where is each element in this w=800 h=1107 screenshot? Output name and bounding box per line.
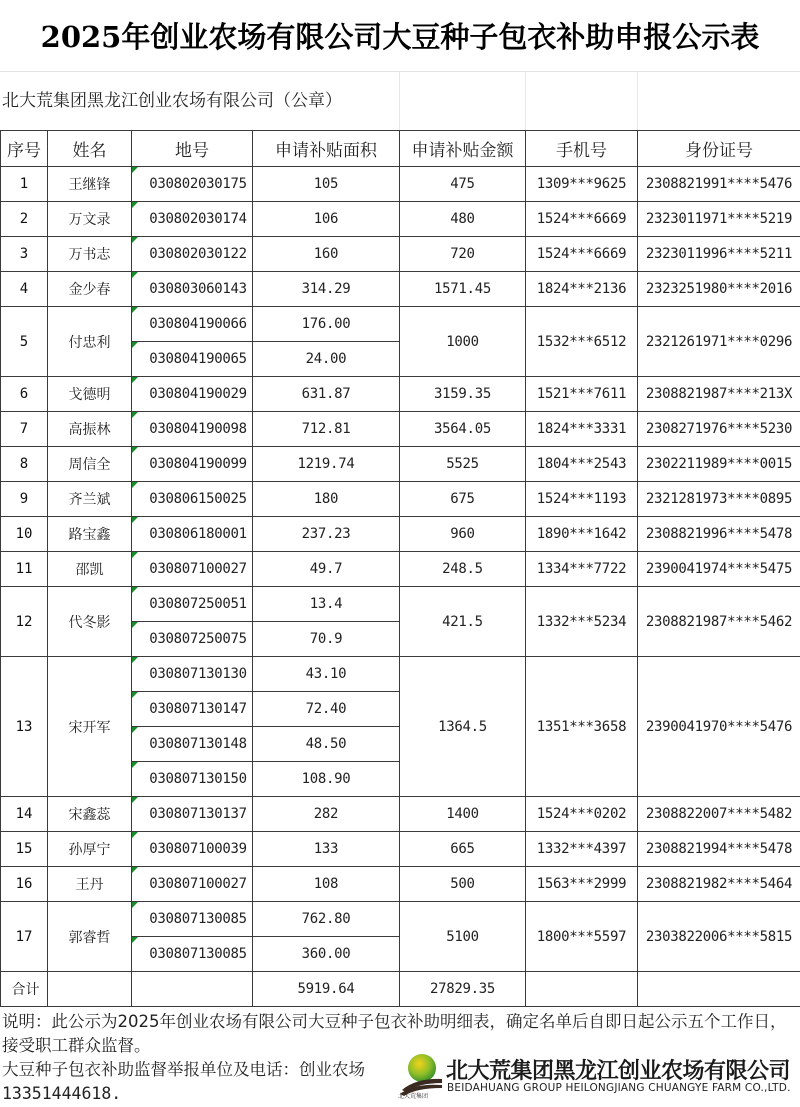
total-label: 合计: [1, 972, 48, 1007]
table-row: [1, 377, 800, 412]
cell-plot-no: 030807130137: [132, 797, 253, 832]
cell-amount: 960: [400, 517, 526, 552]
organization-row: [0, 72, 800, 130]
cell-name: 郭睿哲: [48, 902, 132, 972]
cell-amount: 5525: [400, 447, 526, 482]
cell-area: 282: [253, 797, 400, 832]
cell-amount: 675: [400, 482, 526, 517]
cell-id-no: 2308821994****5478: [638, 832, 800, 867]
table-row: [1, 832, 800, 867]
report-contact-label: 大豆种子包衣补助监督举报单位及电话：创业农场: [2, 1060, 365, 1079]
cell-area: 13.4: [253, 587, 400, 622]
cell-id-no: 2308821987****5462: [638, 587, 800, 657]
cell-id-no: 2390041970****5476: [638, 657, 800, 797]
cell-area: 180: [253, 482, 400, 517]
cell-id-no: 2303822006****5815: [638, 902, 800, 972]
total-empty: [132, 972, 253, 1007]
cell-area: 160: [253, 237, 400, 272]
cell-name: 代冬影: [48, 587, 132, 657]
cell-amount: 3564.05: [400, 412, 526, 447]
table-row: [1, 587, 800, 622]
cell-amount: 1571.45: [400, 272, 526, 307]
cell-seq: 7: [1, 412, 48, 447]
table-row: [1, 552, 800, 587]
cell-seq: 3: [1, 237, 48, 272]
cell-area: 631.87: [253, 377, 400, 412]
cell-phone: 1524***6669: [526, 237, 638, 272]
cell-name: 宋鑫蕊: [48, 797, 132, 832]
cell-plot-no: 030807130148: [132, 727, 253, 762]
cell-name: 齐兰斌: [48, 482, 132, 517]
grid-line: [637, 72, 638, 130]
cell-phone: 1334***7722: [526, 552, 638, 587]
cell-phone: 1524***1193: [526, 482, 638, 517]
cell-area: 48.50: [253, 727, 400, 762]
cell-id-no: 2308821996****5478: [638, 517, 800, 552]
cell-area: 237.23: [253, 517, 400, 552]
cell-area: 762.80: [253, 902, 400, 937]
cell-plot-no: 030807100039: [132, 832, 253, 867]
cell-phone: 1332***4397: [526, 832, 638, 867]
cell-area: 49.7: [253, 552, 400, 587]
grid-line: [399, 72, 400, 130]
cell-seq: 2: [1, 202, 48, 237]
cell-seq: 11: [1, 552, 48, 587]
company-watermark: [398, 1050, 800, 1102]
cell-area: 108.90: [253, 762, 400, 797]
cell-name: 邵凯: [48, 552, 132, 587]
cell-area: 72.40: [253, 692, 400, 727]
table-row: [1, 237, 800, 272]
cell-phone: 1521***7611: [526, 377, 638, 412]
grid-line: [525, 72, 526, 130]
cell-phone: 1532***6512: [526, 307, 638, 377]
watermark-company-name-cn: 北大荒集团黑龙江创业农场有限公司: [446, 1059, 791, 1084]
cell-plot-no: 030804190029: [132, 377, 253, 412]
cell-phone: 1351***3658: [526, 657, 638, 797]
table-row: [1, 657, 800, 692]
table-row: [1, 867, 800, 902]
cell-name: 万文录: [48, 202, 132, 237]
cell-amount: 1000: [400, 307, 526, 377]
header-phone: 手机号: [526, 131, 638, 167]
table-row: [1, 902, 800, 937]
cell-amount: 1400: [400, 797, 526, 832]
cell-plot-no: 030804190099: [132, 447, 253, 482]
table-row: [1, 167, 800, 202]
cell-name: 宋开军: [48, 657, 132, 797]
watermark-company-name-en: BEIDAHUANG GROUP HEILONGJIANG CHUANGYE FARM CO.,LTD.: [447, 1082, 791, 1094]
header-id-no: 身份证号: [638, 131, 800, 167]
cell-name: 戈德明: [48, 377, 132, 412]
cell-name: 万书志: [48, 237, 132, 272]
cell-plot-no: 030804190098: [132, 412, 253, 447]
header-amount: 申请补贴金额: [400, 131, 526, 167]
cell-phone: 1890***1642: [526, 517, 638, 552]
table-row: [1, 272, 800, 307]
cell-amount: 421.5: [400, 587, 526, 657]
total-empty: [526, 972, 638, 1007]
cell-area: 108: [253, 867, 400, 902]
cell-area: 70.9: [253, 622, 400, 657]
total-amount: 27829.35: [400, 972, 526, 1007]
cell-area: 1219.74: [253, 447, 400, 482]
cell-plot-no: 030807130085: [132, 937, 253, 972]
cell-seq: 16: [1, 867, 48, 902]
cell-plot-no: 030803060143: [132, 272, 253, 307]
cell-plot-no: 030804190065: [132, 342, 253, 377]
cell-phone: 1309***9625: [526, 167, 638, 202]
cell-area: 43.10: [253, 657, 400, 692]
total-empty: [638, 972, 800, 1007]
cell-name: 孙厚宁: [48, 832, 132, 867]
cell-id-no: 2321261971****0296: [638, 307, 800, 377]
total-row: [1, 972, 800, 1007]
cell-plot-no: 030807130147: [132, 692, 253, 727]
cell-seq: 6: [1, 377, 48, 412]
cell-area: 314.29: [253, 272, 400, 307]
cell-plot-no: 030807100027: [132, 867, 253, 902]
cell-plot-no: 030807130150: [132, 762, 253, 797]
cell-plot-no: 030802030175: [132, 167, 253, 202]
header-seq: 序号: [1, 131, 48, 167]
cell-seq: 14: [1, 797, 48, 832]
cell-id-no: 2323251980****2016: [638, 272, 800, 307]
header-area: 申请补贴面积: [253, 131, 400, 167]
cell-area: 105: [253, 167, 400, 202]
table-row: [1, 482, 800, 517]
cell-amount: 480: [400, 202, 526, 237]
cell-plot-no: 030807130130: [132, 657, 253, 692]
page-title: 2025年创业农场有限公司大豆种子包衣补助申报公示表: [40, 19, 760, 54]
cell-area: 176.00: [253, 307, 400, 342]
cell-phone: 1524***0202: [526, 797, 638, 832]
cell-phone: 1824***2136: [526, 272, 638, 307]
cell-name: 高振林: [48, 412, 132, 447]
cell-seq: 1: [1, 167, 48, 202]
cell-plot-no: 030807250051: [132, 587, 253, 622]
cell-area: 24.00: [253, 342, 400, 377]
cell-phone: 1524***6669: [526, 202, 638, 237]
cell-amount: 5100: [400, 902, 526, 972]
cell-name: 路宝鑫: [48, 517, 132, 552]
subsidy-table: [0, 130, 800, 1007]
cell-seq: 4: [1, 272, 48, 307]
cell-area: 712.81: [253, 412, 400, 447]
cell-seq: 13: [1, 657, 48, 797]
cell-plot-no: 030804190066: [132, 307, 253, 342]
cell-area: 360.00: [253, 937, 400, 972]
cell-phone: 1824***3331: [526, 412, 638, 447]
table-row: [1, 202, 800, 237]
table-row: [1, 447, 800, 482]
cell-id-no: 2302211989****0015: [638, 447, 800, 482]
cell-amount: 1364.5: [400, 657, 526, 797]
total-area: 5919.64: [253, 972, 400, 1007]
cell-seq: 8: [1, 447, 48, 482]
header-plot-no: 地号: [132, 131, 253, 167]
cell-id-no: 2321281973****0895: [638, 482, 800, 517]
table-row: [1, 797, 800, 832]
cell-amount: 665: [400, 832, 526, 867]
cell-id-no: 2308271976****5230: [638, 412, 800, 447]
cell-phone: 1804***2543: [526, 447, 638, 482]
cell-plot-no: 030802030174: [132, 202, 253, 237]
cell-plot-no: 030806180001: [132, 517, 253, 552]
cell-id-no: 2308821982****5464: [638, 867, 800, 902]
cell-area: 133: [253, 832, 400, 867]
cell-seq: 10: [1, 517, 48, 552]
table-header-row: [1, 131, 800, 167]
cell-id-no: 2323011971****5219: [638, 202, 800, 237]
cell-phone: 1800***5597: [526, 902, 638, 972]
cell-id-no: 2308822007****5482: [638, 797, 800, 832]
cell-amount: 720: [400, 237, 526, 272]
table-row: [1, 307, 800, 342]
cell-name: 周信全: [48, 447, 132, 482]
cell-seq: 15: [1, 832, 48, 867]
cell-id-no: 2308821991****5476: [638, 167, 800, 202]
table-row: [1, 517, 800, 552]
report-phone: 13351444618.: [2, 1084, 122, 1103]
cell-phone: 1332***5234: [526, 587, 638, 657]
cell-plot-no: 030806150025: [132, 482, 253, 517]
cell-id-no: 2390041974****5475: [638, 552, 800, 587]
cell-amount: 500: [400, 867, 526, 902]
logo-mark-label: 北大荒集团: [398, 1093, 429, 1100]
cell-phone: 1563***2999: [526, 867, 638, 902]
cell-amount: 248.5: [400, 552, 526, 587]
cell-amount: 3159.35: [400, 377, 526, 412]
cell-area: 106: [253, 202, 400, 237]
cell-id-no: 2308821987****213X: [638, 377, 800, 412]
cell-plot-no: 030807130085: [132, 902, 253, 937]
cell-id-no: 2323011996****5211: [638, 237, 800, 272]
cell-seq: 12: [1, 587, 48, 657]
header-name: 姓名: [48, 131, 132, 167]
cell-name: 王继锋: [48, 167, 132, 202]
cell-amount: 475: [400, 167, 526, 202]
table-row: [1, 412, 800, 447]
cell-seq: 5: [1, 307, 48, 377]
cell-name: 王丹: [48, 867, 132, 902]
cell-name: 付忠利: [48, 307, 132, 377]
total-empty: [48, 972, 132, 1007]
cell-plot-no: 030807100027: [132, 552, 253, 587]
cell-name: 金少春: [48, 272, 132, 307]
cell-plot-no: 030807250075: [132, 622, 253, 657]
organization-seal-label: 北大荒集团黑龙江创业农场有限公司（公章）: [2, 91, 342, 111]
notice-line-1: 说明：此公示为2025年创业农场有限公司大豆种子包衣补助明细表，确定名单后自即日起公示五个工作日，接受职工群众监督。: [2, 1012, 787, 1055]
cell-plot-no: 030802030122: [132, 237, 253, 272]
cell-seq: 9: [1, 482, 48, 517]
cell-seq: 17: [1, 902, 48, 972]
